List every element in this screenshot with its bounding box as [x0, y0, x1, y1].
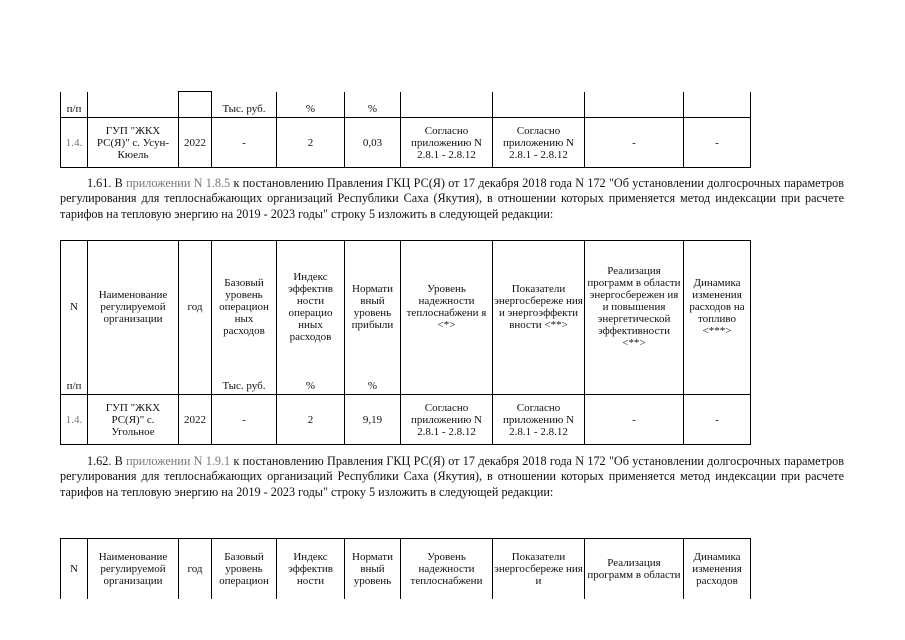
table2-unit-norm: % — [345, 373, 401, 395]
table1-unit-rel — [401, 92, 493, 118]
table2-cell-eff: Согласно приложению N 2.8.1 - 2.8.12 — [493, 395, 585, 445]
table1-cell-base: - — [212, 118, 277, 168]
table2-cell-org: ГУП "ЖКХ РС(Я)" с. Угольное — [88, 395, 179, 445]
table1-unit-dyn — [684, 92, 751, 118]
table-2 — [60, 240, 751, 445]
paragraph-1-62-reference: приложении N 1.9.1 — [126, 454, 231, 468]
table1-unit-eff — [493, 92, 585, 118]
table1-cell-norm: 0,03 — [345, 118, 401, 168]
table-3 — [60, 538, 751, 599]
table2-unit-idx: % — [277, 373, 345, 395]
table1-unit-year — [179, 92, 212, 118]
paragraph-1-61-reference: приложении N 1.8.5 — [126, 176, 231, 190]
table2-header-org: Наименование регулируемой организации — [88, 241, 179, 373]
paragraph-1-62-lead: 1.62. В — [87, 454, 127, 468]
table1-unit-base: Тыс. руб. — [212, 92, 277, 118]
table1-cell-rel: Согласно приложению N 2.8.1 - 2.8.12 — [401, 118, 493, 168]
table2-cell-rel: Согласно приложению N 2.8.1 - 2.8.12 — [401, 395, 493, 445]
table2-unit-year — [179, 373, 212, 395]
table1-unit-org — [88, 92, 179, 118]
table2-header-no: N — [61, 241, 88, 373]
table2-header-prog: Реализация программ в области энергосбережен ия и повышения энергетической эффективности <**> — [585, 241, 684, 373]
table2-header-norm: Нормати вный уровень прибыли — [345, 241, 401, 373]
table2-unit-prog — [585, 373, 684, 395]
table2-header-dyn: Динамика изменения расходов на топливо <***> — [684, 241, 751, 373]
table2-unit-no: п/п — [61, 373, 88, 395]
table3-header-eff: Показатели энергосбереже ния и — [493, 539, 585, 599]
paragraph-1-62-text: к постановлению Правления ГКЦ РС(Я) от 17 декабря 2018 года N 172 "Об установлении долгосрочных параметров регулирования для теплоснабжающих организаций Республики Саха (Якутия), в отношении которых применяется метод индексации при расчете тарифов на тепловую энергию на 2019 - 2023 годы" строку 5 изложить в следующей редакции: — [60, 454, 844, 499]
table2-cell-no: 1.4. — [61, 395, 88, 445]
table2-cell-year: 2022 — [179, 395, 212, 445]
table1-unit-prog — [585, 92, 684, 118]
table-row — [61, 118, 751, 168]
table2-unit-eff — [493, 373, 585, 395]
table2-header-base: Базовый уровень операцион ных расходов — [212, 241, 277, 373]
paragraph-1-61-lead: 1.61. В — [87, 176, 127, 190]
paragraph-1-61-text: к постановлению Правления ГКЦ РС(Я) от 17 декабря 2018 года N 172 "Об установлении долгосрочных параметров регулирования для теплоснабжающих организаций Республики Саха (Якутия), в отношении которых применяется метод индексации при расчете тарифов на тепловую энергию на 2019 - 2023 годы" строку 5 изложить в следующей редакции: — [60, 176, 844, 221]
table3-header-year: год — [179, 539, 212, 599]
table1-cell-dyn: - — [684, 118, 751, 168]
table3-header-prog: Реализация программ в области — [585, 539, 684, 599]
table2-cell-dyn: - — [684, 395, 751, 445]
table-row — [61, 395, 751, 445]
table3-header-no: N — [61, 539, 88, 599]
table2-cell-norm: 9,19 — [345, 395, 401, 445]
table2-cell-idx: 2 — [277, 395, 345, 445]
table1-cell-org: ГУП "ЖКХ РС(Я)" с. Усун-Кюель — [88, 118, 179, 168]
table1-unit-no: п/п — [61, 92, 88, 118]
paragraph-1-62 — [60, 454, 844, 500]
table2-header-idx: Индекс эффектив ности операцио нных расходов — [277, 241, 345, 373]
table2-unit-base: Тыс. руб. — [212, 373, 277, 395]
table2-header-eff: Показатели энергосбереже ния и энергоэффекти вности <**> — [493, 241, 585, 373]
table1-cell-eff: Согласно приложению N 2.8.1 - 2.8.12 — [493, 118, 585, 168]
table2-cell-prog: - — [585, 395, 684, 445]
table1-cell-year: 2022 — [179, 118, 212, 168]
table3-header-rel: Уровень надежности теплоснабжени — [401, 539, 493, 599]
table1-cell-idx: 2 — [277, 118, 345, 168]
table3-header-idx: Индекс эффектив ности — [277, 539, 345, 599]
table1-unit-idx: % — [277, 92, 345, 118]
table2-unit-dyn — [684, 373, 751, 395]
paragraph-1-61 — [60, 176, 844, 222]
table3-header-dyn: Динамика изменения расходов — [684, 539, 751, 599]
table2-unit-org — [88, 373, 179, 395]
table1-cell-no: 1.4. — [61, 118, 88, 168]
table3-header-base: Базовый уровень операцион — [212, 539, 277, 599]
table3-header-org: Наименование регулируемой организации — [88, 539, 179, 599]
table1-cell-prog: - — [585, 118, 684, 168]
table2-header-year: год — [179, 241, 212, 373]
table2-unit-rel — [401, 373, 493, 395]
table-1 — [60, 91, 751, 168]
table3-header-norm: Нормати вный уровень — [345, 539, 401, 599]
table2-header-rel: Уровень надежности теплоснабжени я <*> — [401, 241, 493, 373]
table1-unit-norm: % — [345, 92, 401, 118]
table2-cell-base: - — [212, 395, 277, 445]
